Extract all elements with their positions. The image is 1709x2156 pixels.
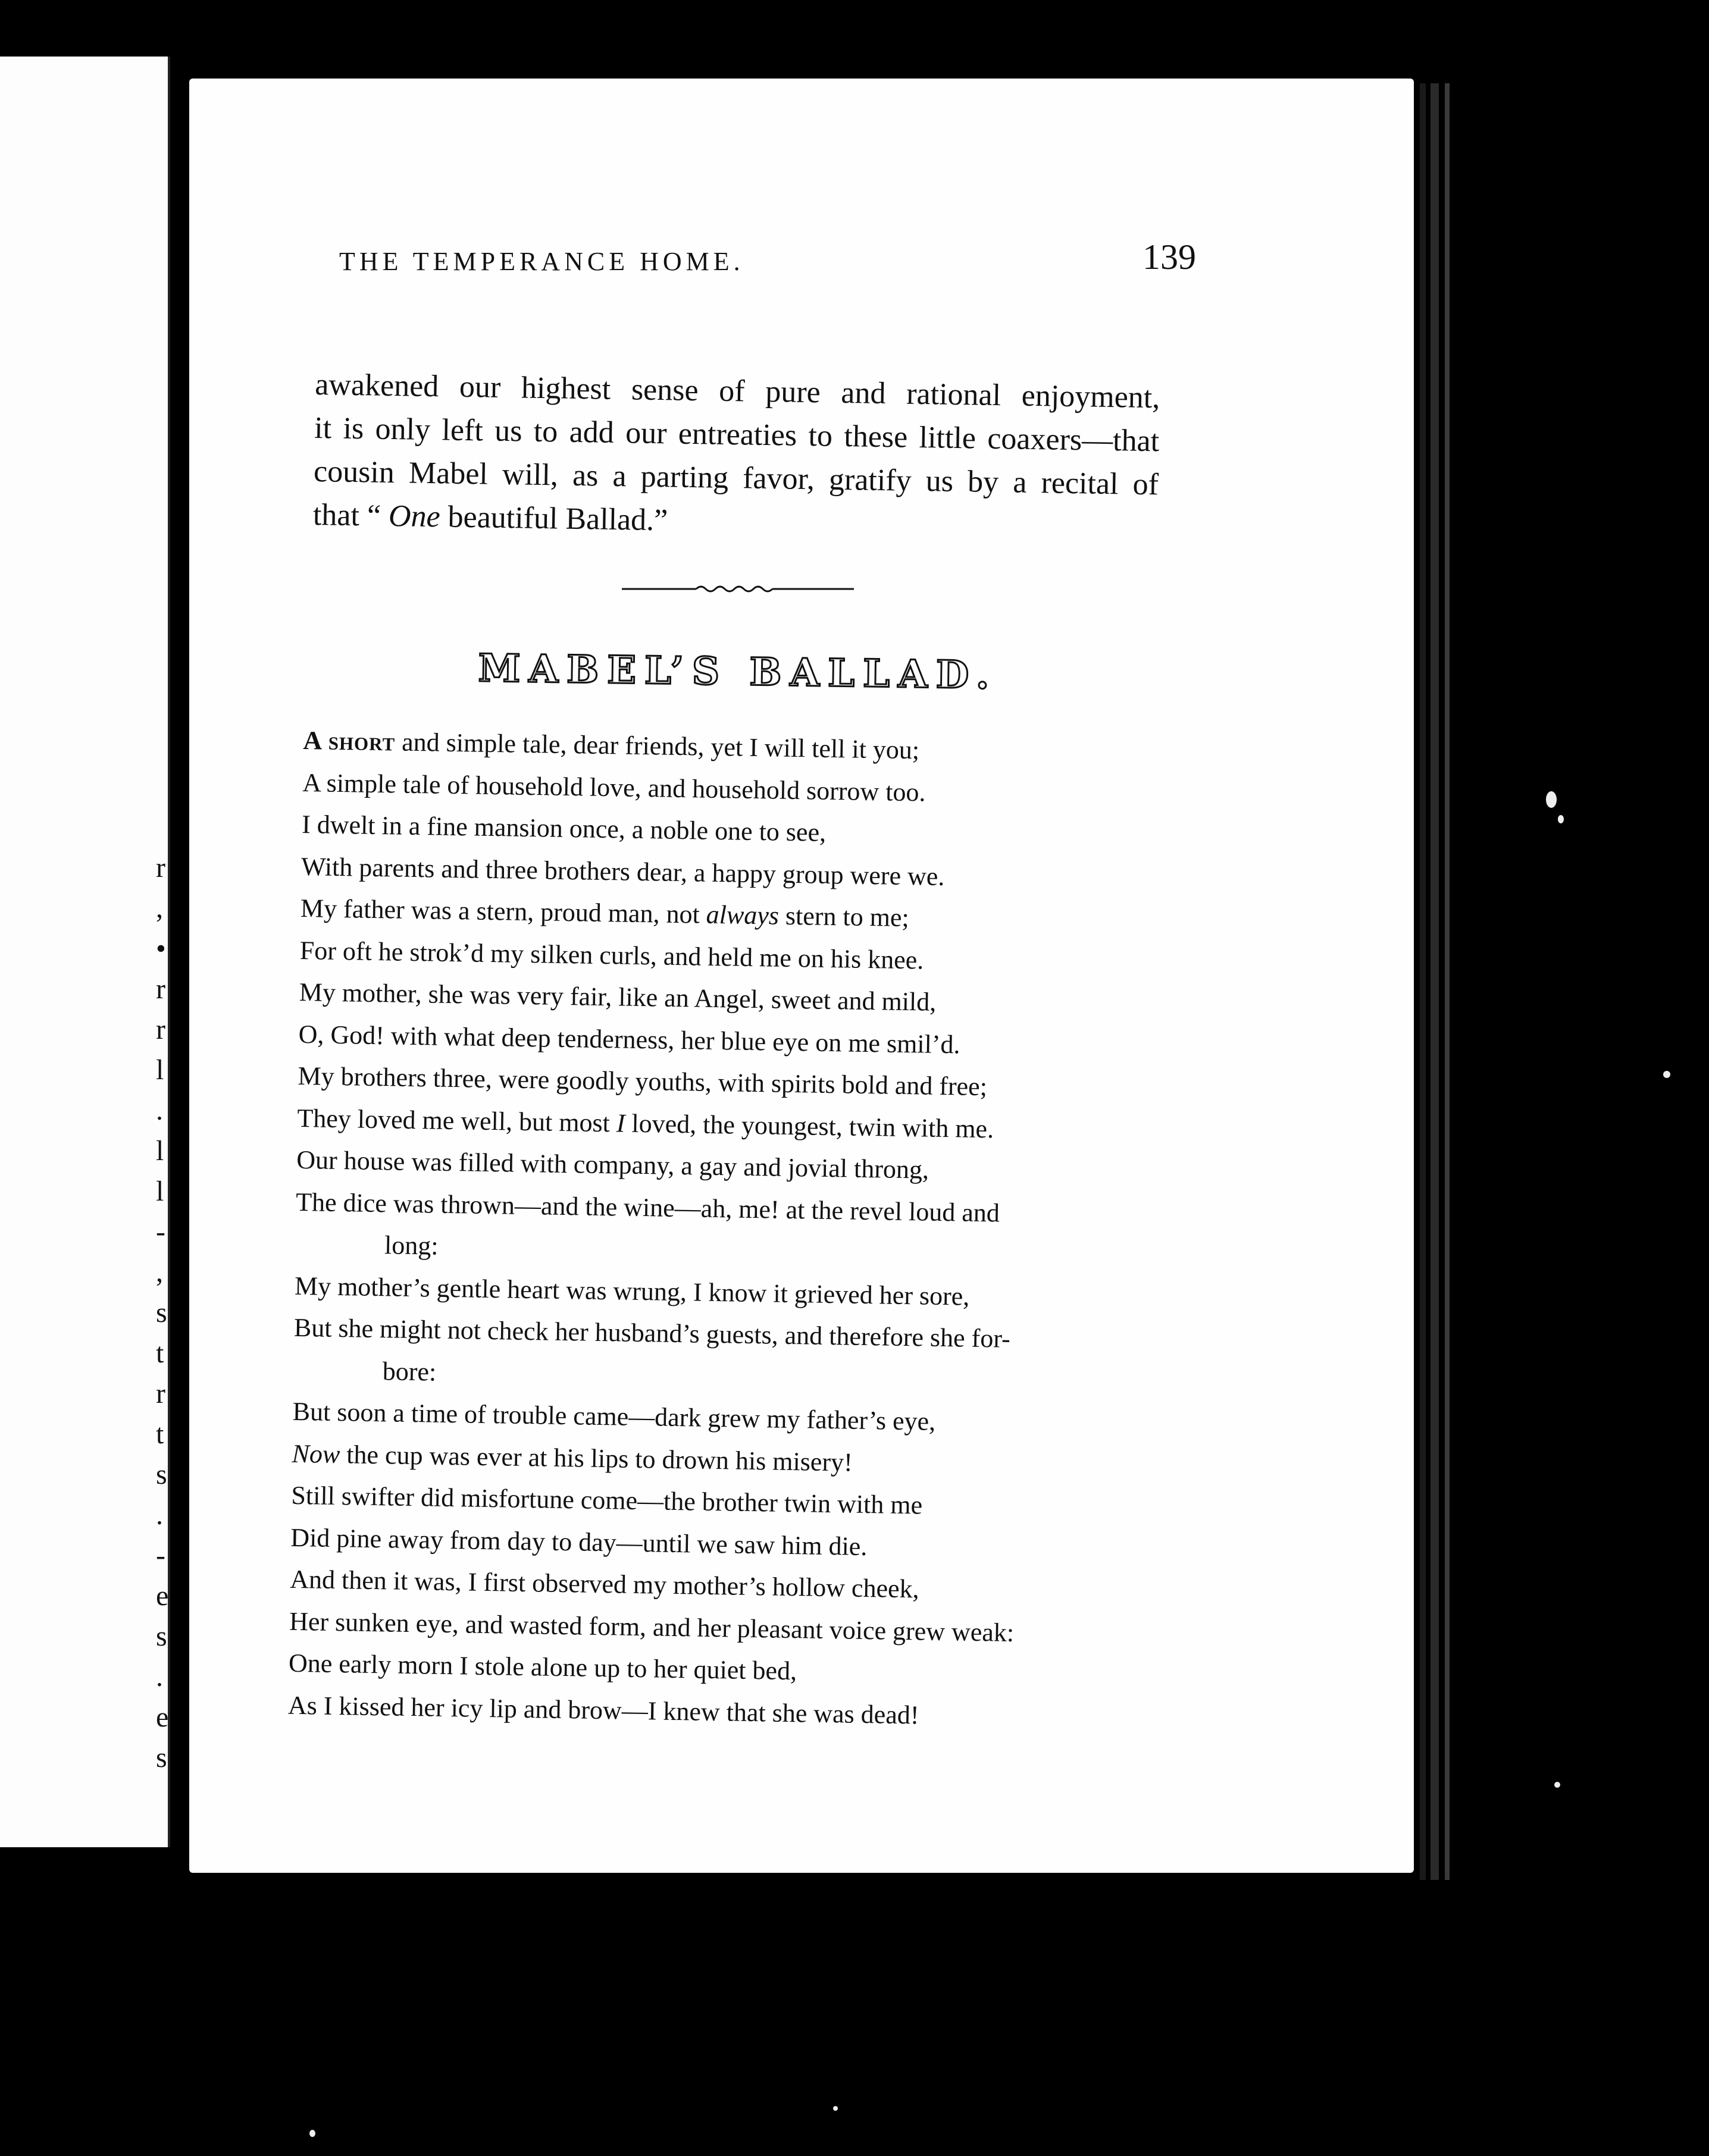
poem-line: But she might not check her husband’s guests, and therefore she for- — [293, 1312, 1011, 1353]
left-page-text-fragment: - — [156, 1540, 165, 1571]
left-page-text-fragment: t — [156, 1337, 164, 1369]
left-page-text-fragment: r — [156, 852, 165, 883]
ballad-poem — [287, 720, 1184, 1740]
poem-line: O, God! with what deep tenderness, her blue eye on me smil’d. — [298, 1019, 960, 1059]
left-page-text-fragment: r — [156, 973, 165, 1005]
poem-line: And then it was, I first observed my mother’s hollow cheek, — [289, 1564, 919, 1604]
left-page-text-fragment: r — [156, 1378, 165, 1409]
left-page-text-fragment: s — [156, 1742, 167, 1773]
left-page-text-fragment: , — [156, 892, 163, 924]
left-page-text-fragment: s — [156, 1459, 167, 1490]
left-page-text-fragment: e — [156, 1580, 169, 1612]
left-page-text-fragment: t — [156, 1418, 164, 1450]
scan-speck — [1554, 1782, 1560, 1788]
poem-line: long: — [384, 1230, 439, 1261]
small-caps-opening: A short — [303, 725, 396, 757]
scan-speck — [833, 2106, 838, 2111]
poem-line: A short and simple tale, dear friends, yet I will tell it you; — [303, 725, 920, 765]
scan-speck — [309, 2130, 315, 2137]
page-edge-stripe — [1445, 83, 1450, 1880]
ballad-title: MABEL’S BALLAD. — [478, 645, 998, 698]
left-page-text-fragment: l — [156, 1135, 164, 1167]
scan-speck — [1663, 1071, 1670, 1078]
poem-line: The dice was thrown—and the wine—ah, me! at the revel loud and — [295, 1187, 1000, 1227]
left-page-text-fragment: l — [156, 1176, 164, 1207]
poem-line: My brothers three, were goodly youths, with spirits bold and free; — [298, 1061, 988, 1102]
scan-speck — [1558, 815, 1564, 823]
left-page-text-fragment: e — [156, 1701, 169, 1733]
prose-line: cousin Mabel will, as a parting favor, gratify us by a recital of — [313, 454, 1159, 502]
poem-line: For oft he strok’d my silken curls, and held me on his knee. — [299, 935, 924, 974]
poem-line: My mother, she was very fair, like an Angel, sweet and mild, — [299, 977, 937, 1017]
left-page-text-fragment: s — [156, 1621, 167, 1652]
poem-line: Our house was filled with company, a gay and jovial throng, — [296, 1145, 929, 1184]
page-number: 139 — [1143, 237, 1196, 277]
poem-line: My mother’s gentle heart was wrung, I know it grieved her sore, — [294, 1271, 970, 1311]
poem-line: Now the cup was ever at his lips to drown his misery! — [292, 1439, 853, 1477]
left-page-text-fragment: . — [156, 1095, 163, 1126]
left-page-text-fragment: - — [156, 1216, 165, 1248]
page-edge-stripe — [1420, 83, 1426, 1880]
left-page-text-fragment: , — [156, 1256, 163, 1288]
running-title: THE TEMPERANCE HOME. — [339, 247, 744, 276]
poem-line: Still swifter did misfortune come—the brother twin with me — [291, 1480, 923, 1520]
poem-line: They loved me well, but most I loved, the youngest, twin with me. — [297, 1103, 994, 1143]
scan-speck — [1546, 791, 1557, 808]
emphasis: always — [706, 900, 780, 930]
emphasis: I — [616, 1108, 625, 1138]
section-divider-ornament — [619, 576, 857, 600]
left-page-text-fragment: . — [156, 1661, 163, 1693]
left-page-text-fragment: . — [156, 1499, 163, 1531]
running-head — [339, 237, 1196, 290]
previous-page-edge — [0, 57, 170, 1847]
left-page-text-fragment: l — [156, 1054, 164, 1086]
poem-line: With parents and three brothers dear, a happy group were we. — [301, 851, 945, 891]
poem-line: My father was a stern, proud man, not always stern to me; — [300, 893, 910, 933]
poem-line: But soon a time of trouble came—dark grew my father’s eye, — [292, 1396, 936, 1436]
prose-line: awakened our highest sense of pure and rational enjoyment, — [314, 367, 1160, 415]
emphasis: Now — [292, 1439, 340, 1469]
poem-line: A simple tale of household love, and household sorrow too. — [302, 767, 926, 807]
left-page-text-fragment: s — [156, 1297, 167, 1328]
poem-line: I dwelt in a fine mansion once, a noble one to see, — [301, 809, 827, 847]
emphasis: One — [388, 499, 441, 534]
poem-line: Did pine away from day to day—until we saw him die. — [290, 1522, 868, 1561]
prose-paragraph — [312, 363, 1160, 550]
page-edge-stripe — [1431, 83, 1439, 1880]
poem-line: Her sunken eye, and wasted form, and her pleasant voice grew weak: — [289, 1606, 1015, 1647]
poem-line: As I kissed her icy lip and brow—I knew that she was dead! — [287, 1690, 919, 1729]
prose-line: that “ One beautiful Ballad.” — [312, 497, 668, 538]
left-page-text-fragment: • — [156, 933, 166, 964]
poem-line: bore: — [382, 1356, 437, 1387]
left-page-text-fragment: r — [156, 1014, 165, 1045]
prose-line: it is only left us to add our entreaties to these little coaxers—that — [314, 410, 1160, 459]
poem-line: One early morn I stole alone up to her quiet bed, — [288, 1648, 797, 1686]
